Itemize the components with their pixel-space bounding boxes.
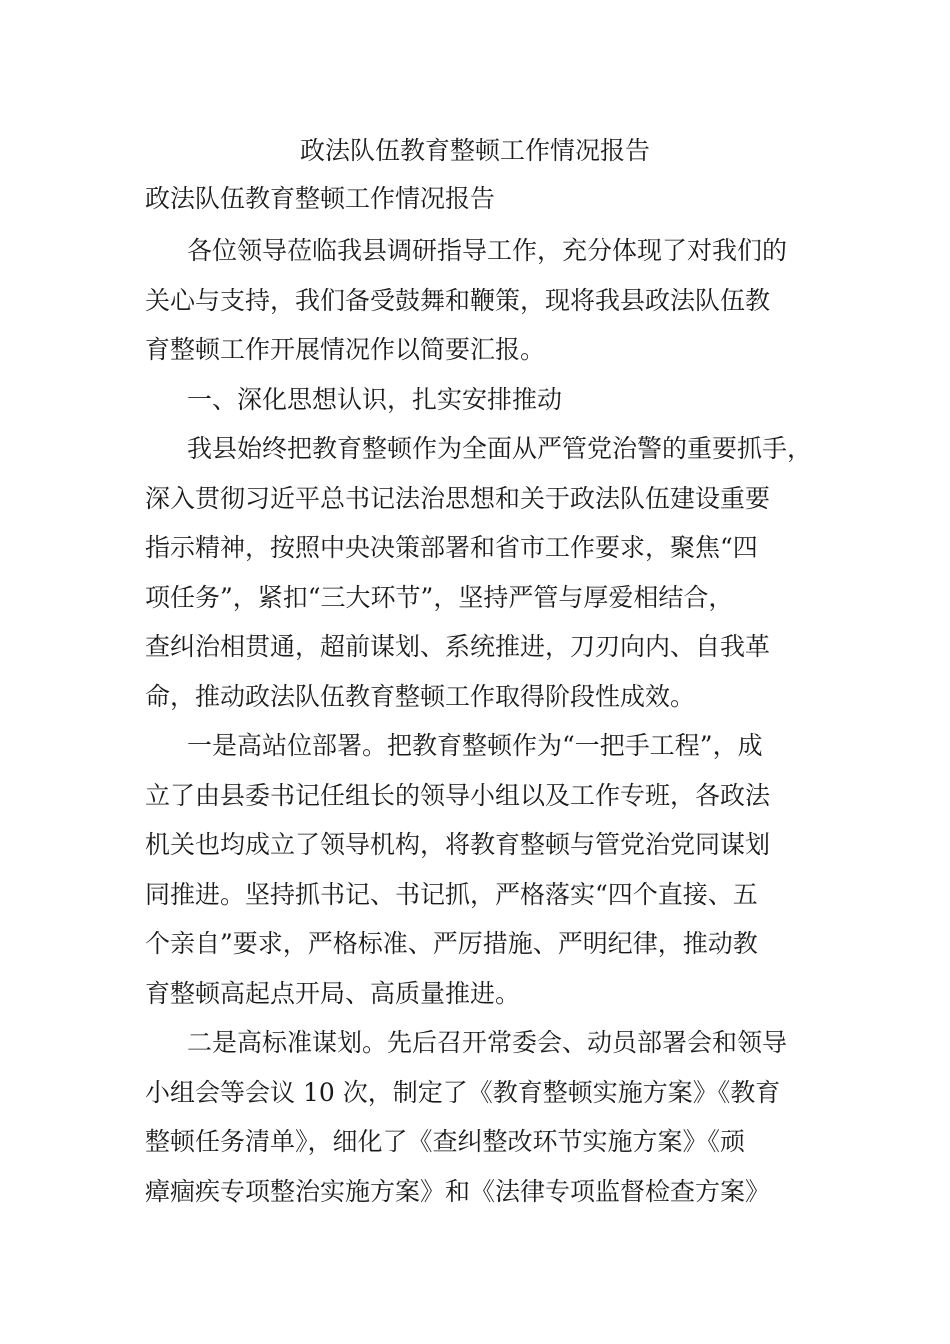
body-line: 一是高站位部署。把教育整顿作为“一把手工程”，成 xyxy=(187,731,763,760)
body-line: 个亲自”要求，严格标准、严厉措施、严明纪律，推动教 xyxy=(145,929,758,958)
body-line: 一、深化思想认识，扎实安排推动 xyxy=(187,384,563,414)
body-line: 整顿任务清单》，细化了《查纠整改环节实施方案》《顽 xyxy=(145,1127,746,1156)
body-line: 小组会等会议 10 次，制定了《教育整顿实施方案》《教育 xyxy=(145,1077,781,1107)
body-line: 各位领导莅临我县调研指导工作，充分体现了对我们的 xyxy=(187,236,788,265)
document-body xyxy=(145,233,813,1223)
body-line: 深入贯彻习近平总书记法治思想和关于政法队伍建设重要 xyxy=(145,483,771,513)
document-title: 政法队伍教育整顿工作情况报告 xyxy=(299,136,650,165)
body-line: 瘴痼疾专项整治实施方案》和《法律专项监督检查方案》 xyxy=(145,1176,771,1206)
body-line: 机关也均成立了领导机构，将教育整顿与管党治党同谋划 xyxy=(145,830,771,859)
body-line: 同推进。坚持抓书记、书记抓，严格落实“四个直接、五 xyxy=(145,879,758,909)
body-line: 项任务”，紧扣“三大环节”，坚持严管与厚爱相结合， xyxy=(145,582,734,612)
body-line: 指示精神，按照中央决策部署和省市工作要求，聚焦“四 xyxy=(145,533,758,562)
body-line: 二是高标准谋划。先后召开常委会、动员部署会和领导 xyxy=(187,1028,788,1057)
body-line: 关心与支持，我们备受鼓舞和鞭策，现将我县政法队伍教 xyxy=(145,285,771,315)
body-line: 查纠治相贯通，超前谋划、系统推进，刀刃向内、自我革 xyxy=(145,632,771,661)
body-line: 立了由县委书记任组长的领导小组以及工作专班，各政法 xyxy=(145,780,771,810)
body-line: 命，推动政法队伍教育整顿工作取得阶段性成效。 xyxy=(145,681,696,711)
body-line: 育整顿高起点开局、高质量推进。 xyxy=(145,978,521,1008)
body-line: 育整顿工作开展情况作以简要汇报。 xyxy=(145,335,546,364)
document-subtitle: 政法队伍教育整顿工作情况报告 xyxy=(145,184,496,213)
body-line: 我县始终把教育整顿作为全面从严管党治警的重要抓手， xyxy=(187,434,813,463)
